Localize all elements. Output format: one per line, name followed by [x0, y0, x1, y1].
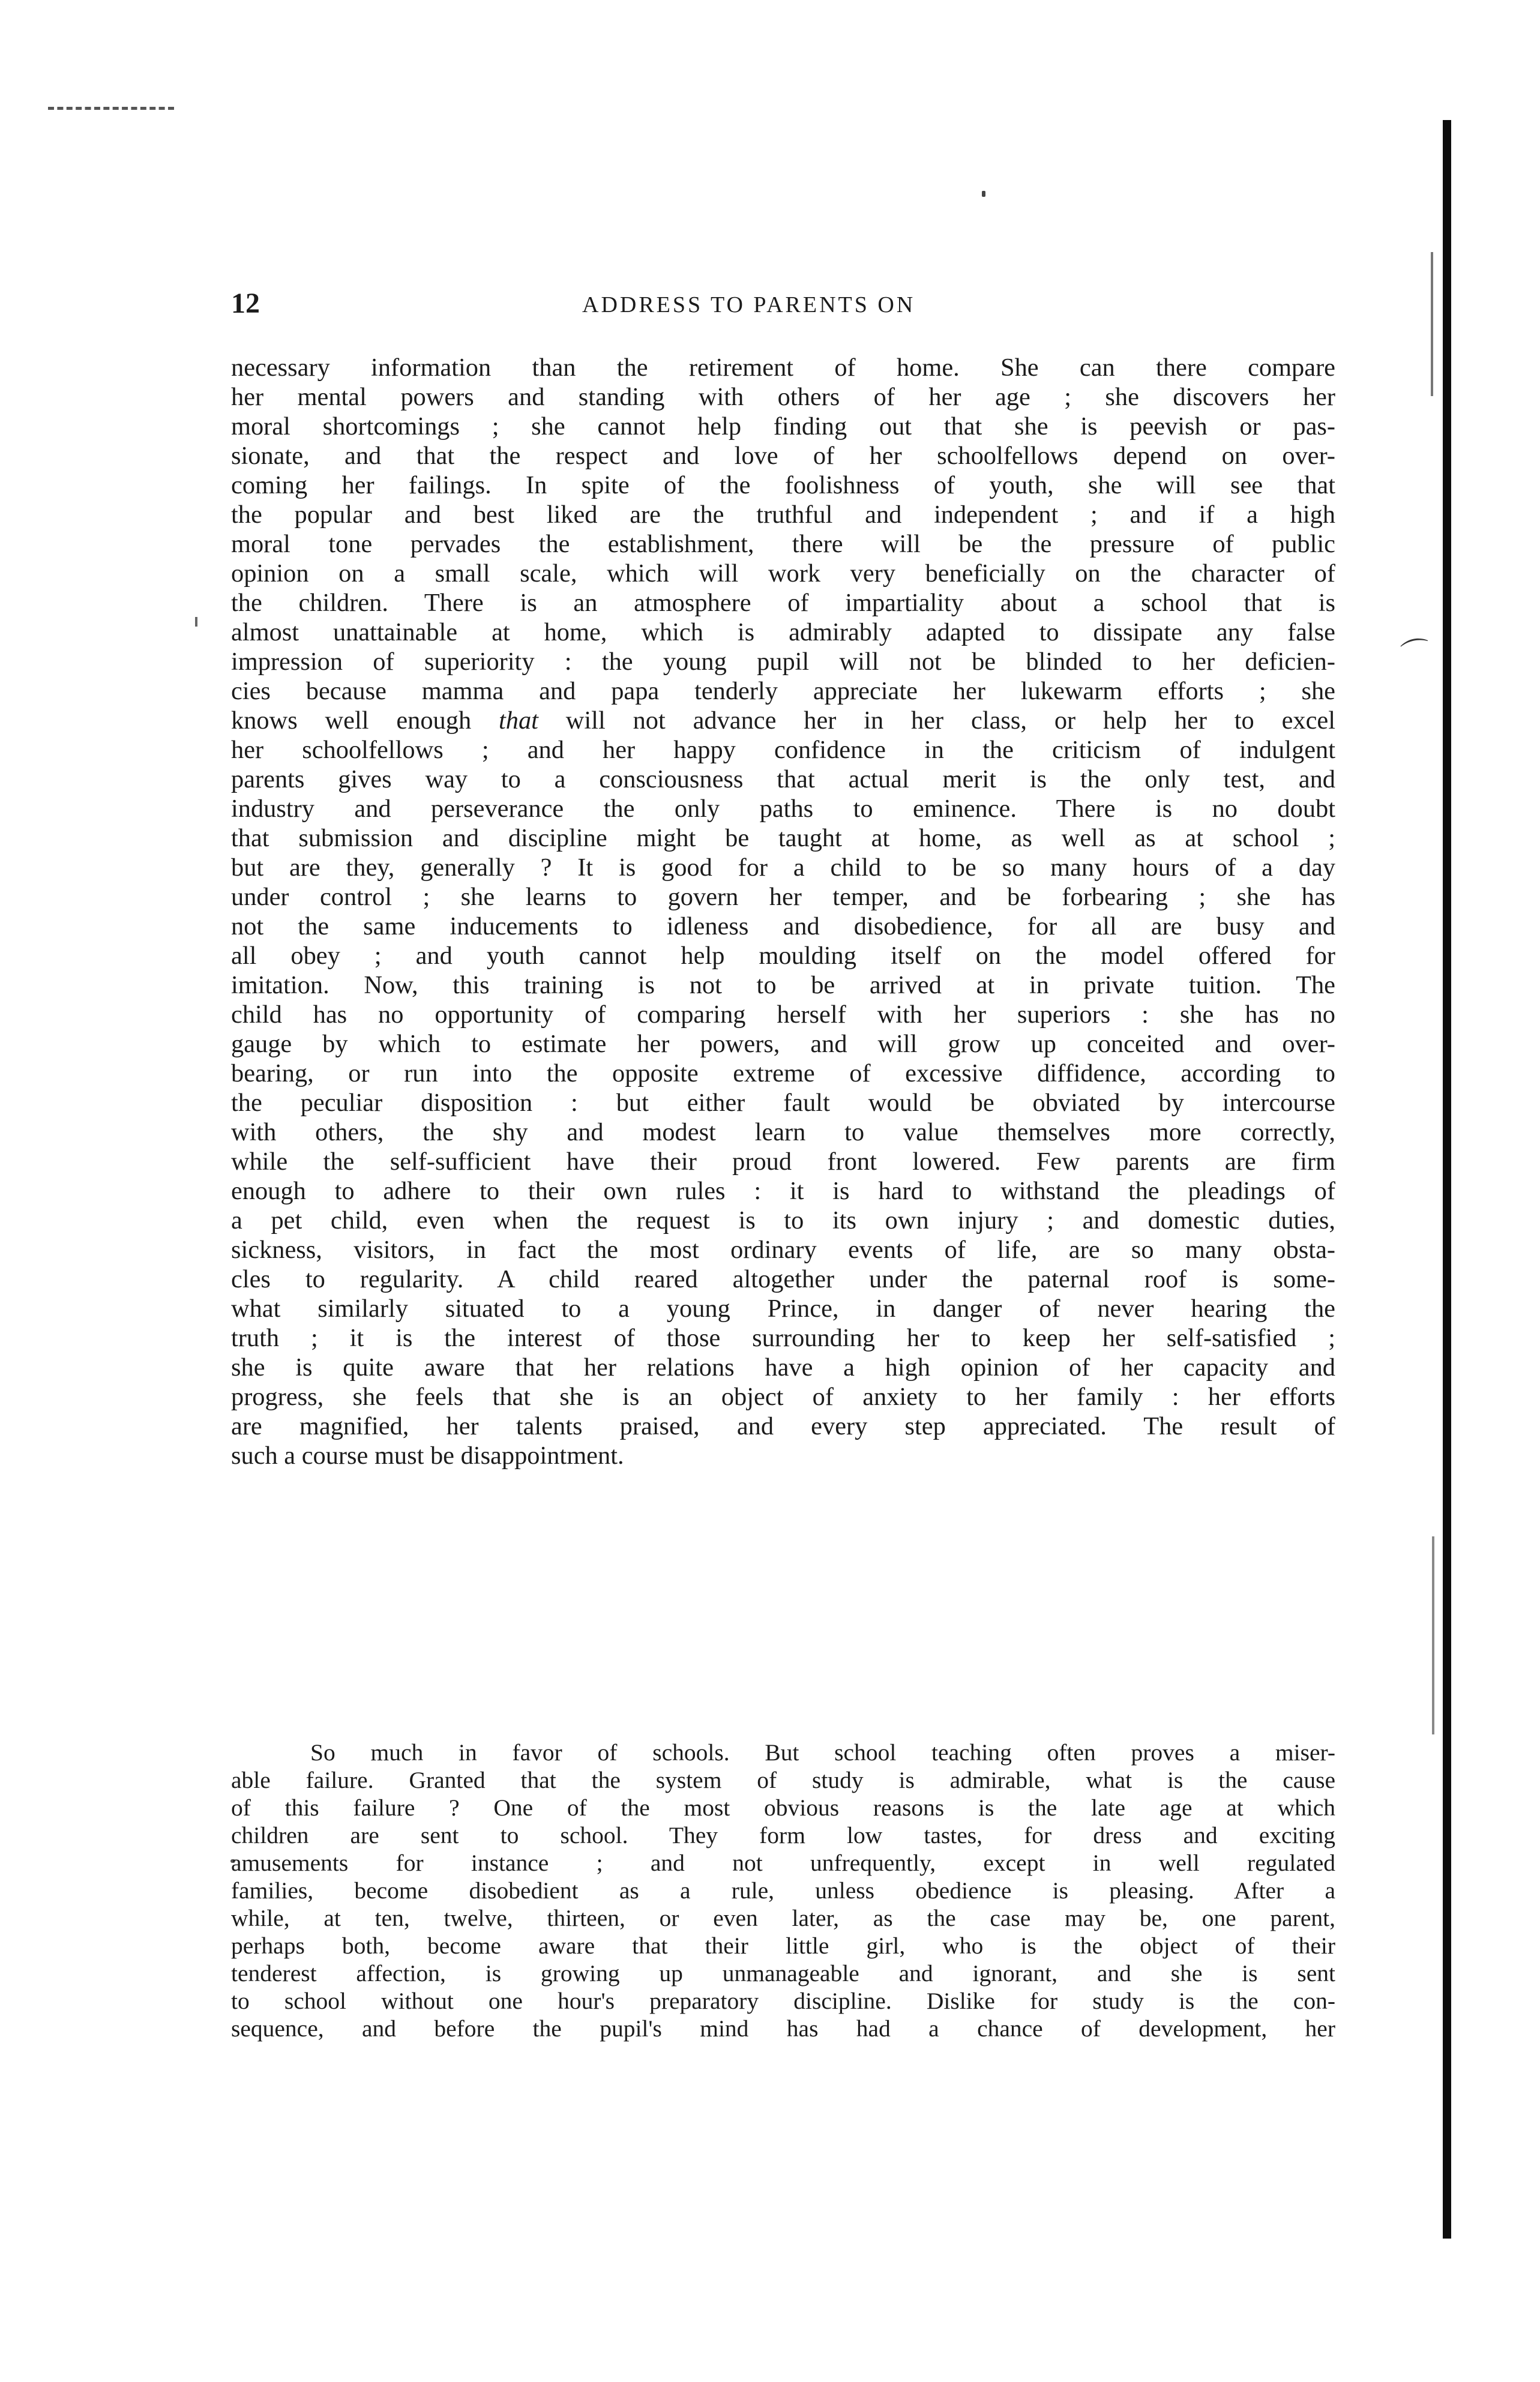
text-line: cies because mamma and papa tenderly appreciate her lukewarm efforts ; she — [231, 677, 1335, 705]
text-line: sionate, and that the respect and love of her schoolfellows depend on over- — [231, 442, 1335, 470]
text-line: perhaps both, become aware that their little girl, who is the object of their — [231, 1932, 1335, 1959]
page-binding-edge — [1443, 120, 1451, 2239]
scan-speck — [195, 617, 197, 627]
text-line: amusements for instance ; and not unfrequently, except in well regulated — [231, 1850, 1335, 1876]
text-line: tenderest affection, is growing up unmanageable and ignorant, and she is sent — [231, 1960, 1335, 1987]
text-line: sickness, visitors, in fact the most ordinary events of life, are so many obsta- — [231, 1236, 1335, 1264]
page-binding-edge-shadow — [1432, 1536, 1434, 1734]
paragraph-2 — [231, 1739, 1335, 2042]
text-line: are magnified, her talents praised, and every step appreciated. The result of — [231, 1412, 1335, 1440]
text-line: families, become disobedient as a rule, unless obedience is pleasing. After a — [231, 1877, 1335, 1904]
running-head: ADDRESS TO PARENTS ON — [582, 292, 916, 317]
text-line: enough to adhere to their own rules : it is hard to withstand the pleadings of — [231, 1177, 1335, 1205]
text-line: to school without one hour's preparatory discipline. Dislike for study is the con- — [231, 1988, 1335, 2014]
scan-speck — [982, 191, 985, 197]
text-line: the popular and best liked are the truthful and independent ; and if a high — [231, 501, 1335, 529]
text-line: impression of superiority : the young pupil will not be blinded to her deficien- — [231, 648, 1335, 676]
text-line: gauge by which to estimate her powers, and will grow up conceited and over- — [231, 1030, 1335, 1058]
text-line: industry and perseverance the only paths to eminence. There is no doubt — [231, 795, 1335, 823]
text-line: a pet child, even when the request is to its own injury ; and domestic duties, — [231, 1206, 1335, 1235]
text-line: while, at ten, twelve, thirteen, or even later, as the case may be, one parent, — [231, 1905, 1335, 1931]
text-line: of this failure ? One of the most obvious reasons is the late age at which — [231, 1794, 1335, 1821]
text-line: coming her failings. In spite of the foolishness of youth, she will see that — [231, 471, 1335, 499]
text-line: almost unattainable at home, which is admirably adapted to dissipate any false — [231, 618, 1335, 646]
text-line: imitation. Now, this training is not to be arrived at in private tuition. The — [231, 971, 1335, 999]
page-binding-edge-shadow — [1431, 252, 1433, 396]
text-line: what similarly situated to a young Prince, in danger of never hearing the — [231, 1295, 1335, 1323]
text-line: moral tone pervades the establishment, there will be the pressure of public — [231, 530, 1335, 558]
text-line: necessary information than the retirement of home. She can there compare — [231, 353, 1335, 382]
text-line: truth ; it is the interest of those surrounding her to keep her self-satisfied ; — [231, 1324, 1335, 1352]
text-line: such a course must be disappointment. — [231, 1442, 624, 1470]
text-line: her mental powers and standing with others of her age ; she discovers her — [231, 383, 1335, 411]
text-line: not the same inducements to idleness and disobedience, for all are busy and — [231, 912, 1335, 940]
text-line: progress, she feels that she is an object of anxiety to her family : her efforts — [231, 1383, 1335, 1411]
text-line: bearing, or run into the opposite extreme of excessive diffidence, according to — [231, 1059, 1335, 1087]
text-line: while the self-sufficient have their proud front lowered. Few parents are firm — [231, 1147, 1335, 1176]
text-line: all obey ; and youth cannot help moulding itself on the model offered for — [231, 942, 1335, 970]
text-line: children are sent to school. They form low tastes, for dress and exciting — [231, 1822, 1335, 1848]
text-line: So much in favor of schools. But school teaching often proves a miser- — [310, 1739, 1335, 1766]
text-line: parents gives way to a consciousness that actual merit is the only test, and — [231, 765, 1335, 793]
text-line: child has no opportunity of comparing herself with her superiors : she has no — [231, 1000, 1335, 1029]
text-line: she is quite aware that her relations have a high opinion of her capacity and — [231, 1353, 1335, 1382]
text-line: cles to regularity. A child reared altogether under the paternal roof is some- — [231, 1265, 1335, 1293]
scan-margin-dash — [48, 107, 174, 110]
text-line: the peculiar disposition : but either fault would be obviated by intercourse — [231, 1089, 1335, 1117]
text-line: the children. There is an atmosphere of impartiality about a school that is — [231, 589, 1335, 617]
text-line: that submission and discipline might be taught at home, as well as at school ; — [231, 824, 1335, 852]
italic-word: that — [499, 706, 538, 735]
paragraph-1 — [231, 353, 1335, 1470]
text-line: but are they, generally ? It is good for a child to be so many hours of a day — [231, 853, 1335, 882]
text-line: with others, the shy and modest learn to value themselves more correctly, — [231, 1118, 1335, 1146]
text-line: opinion on a small scale, which will work very beneficially on the character of — [231, 559, 1335, 588]
text-line: under control ; she learns to govern her temper, and be forbearing ; she has — [231, 883, 1335, 911]
page-number: 12 — [231, 287, 260, 319]
pencil-margin-mark: ⌒ — [1399, 635, 1434, 673]
text-line: moral shortcomings ; she cannot help finding out that she is peevish or pas- — [231, 412, 1335, 441]
text-line: her schoolfellows ; and her happy confidence in the criticism of indulgent — [231, 736, 1335, 764]
text-line: sequence, and before the pupil's mind has had a chance of development, her — [231, 2015, 1335, 2042]
text-line: able failure. Granted that the system of study is admirable, what is the cause — [231, 1767, 1335, 1793]
text-line-with-italic: knows well enough that will not advance her in her class, or help her to excel — [231, 706, 1336, 735]
